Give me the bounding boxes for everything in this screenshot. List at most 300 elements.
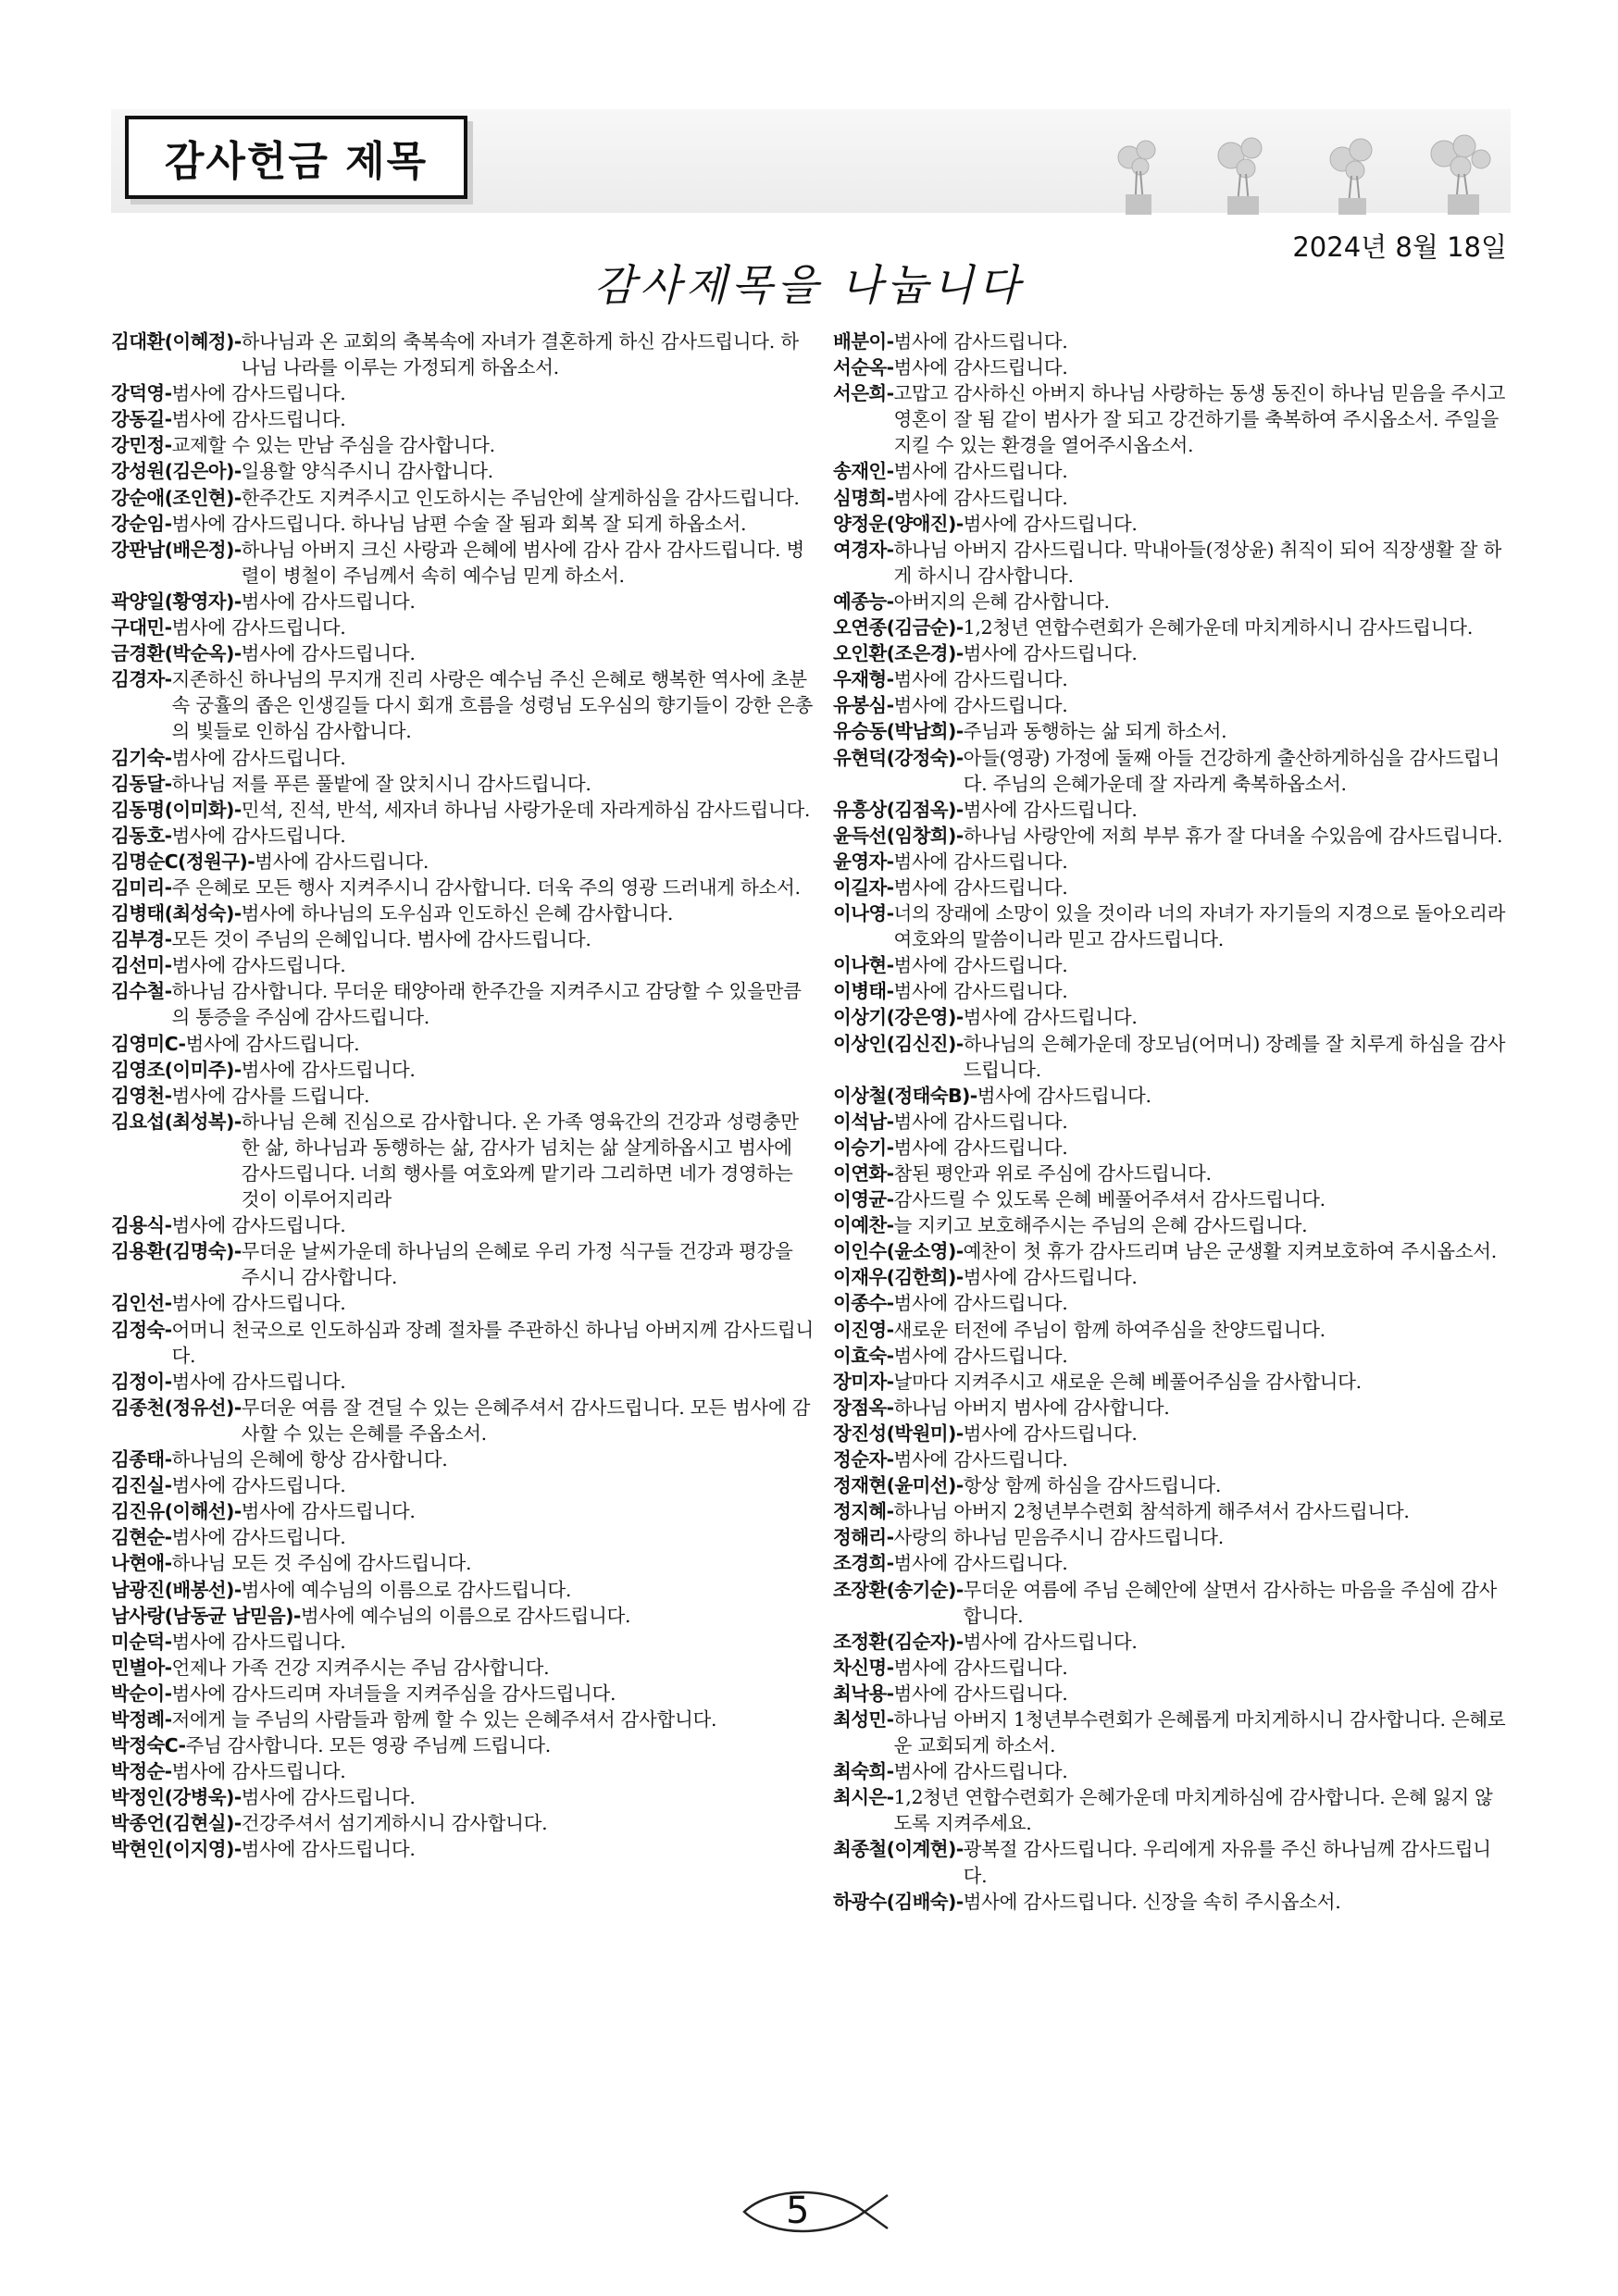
thanks-entry bbox=[833, 1421, 1509, 1446]
entry-name: 김인선- bbox=[111, 1292, 172, 1315]
entry-name: 심명희- bbox=[833, 486, 894, 509]
left-column bbox=[111, 329, 815, 1863]
entry-name: 김수철- bbox=[111, 980, 172, 1003]
entry-text: 하나님 아버지 1청년부수련회가 은혜롭게 마치게하시니 감사합니다. 은혜로운 교회되게 하소서. bbox=[893, 1707, 1506, 1757]
entry-name: 박정숙C- bbox=[111, 1734, 186, 1757]
thanks-entry bbox=[833, 1524, 1509, 1550]
entry-text: 하나님의 은혜가운데 장모님(어머니) 장례를 잘 치루게 하심을 감사드립니다. bbox=[963, 1032, 1506, 1081]
entry-text: 한주간도 지켜주시고 인도하시는 주님안에 살게하심을 감사드립니다. bbox=[241, 486, 800, 509]
entry-name: 김정숙- bbox=[111, 1318, 172, 1341]
entry-name: 남사랑(남동균 남믿음)- bbox=[111, 1604, 301, 1627]
issue-date: 2024년 8월 18일 bbox=[1292, 231, 1507, 263]
thanks-entry bbox=[833, 1498, 1509, 1524]
thanks-entry bbox=[111, 1577, 815, 1603]
entry-text: 건강주셔서 섬기게하시니 감사합니다. bbox=[241, 1812, 548, 1835]
entry-text: 범사에 감사드립니다. bbox=[171, 824, 346, 847]
entry-name: 강판남(배은정)- bbox=[111, 538, 242, 561]
thanks-entry bbox=[833, 537, 1509, 589]
entry-name: 강덕영- bbox=[111, 382, 172, 405]
thanks-entry bbox=[111, 406, 815, 432]
entry-name: 김종태- bbox=[111, 1448, 172, 1471]
entry-name: 윤영자- bbox=[833, 850, 894, 873]
entry-name: 이예찬- bbox=[833, 1214, 894, 1237]
entry-name: 민별아- bbox=[111, 1656, 172, 1679]
thanks-entry bbox=[111, 797, 815, 823]
entry-text: 하나님 저를 푸른 풀밭에 잘 앉치시니 감사드립니다. bbox=[171, 772, 591, 795]
entry-text: 범사에 감사드리며 자녀들을 지켜주심을 감사드립니다. bbox=[171, 1682, 616, 1705]
entry-text: 하나님 은혜 진심으로 감사합니다. 온 가족 영육간의 건강과 성령충만한 삶, 하나님과 동행하는 삶, 감사가 넘치는 삶 살게하옵시고 범사에 감사드립니다. 너희 행사를 여호와께 맡기라 그리하면 네가 경영하는 것이 이루어지리라 bbox=[241, 1110, 799, 1211]
thanks-entry bbox=[111, 1836, 815, 1862]
entry-text: 범사에 감사드립니다. bbox=[893, 486, 1068, 509]
thanks-entry bbox=[111, 1317, 815, 1369]
entry-text: 감사드릴 수 있도록 은혜 베풀어주셔서 감사드립니다. bbox=[893, 1188, 1326, 1211]
entry-text: 범사에 감사드립니다. bbox=[171, 1760, 346, 1783]
entry-name: 이승기- bbox=[833, 1136, 894, 1159]
entry-text: 범사에 예수님의 이름으로 감사드립니다. bbox=[241, 1578, 572, 1601]
entry-name: 서은희- bbox=[833, 382, 894, 405]
entry-text: 범사에 감사를 드립니다. bbox=[171, 1084, 370, 1107]
thanks-entry bbox=[111, 1031, 815, 1057]
entry-text: 무더운 여름 잘 견딜 수 있는 은혜주셔서 감사드립니다. 모든 범사에 감사할 수 있는 은혜를 주옵소서. bbox=[241, 1396, 811, 1445]
entry-name: 이길자- bbox=[833, 875, 894, 899]
entry-name: 박정례- bbox=[111, 1707, 172, 1731]
thanks-entry bbox=[111, 1238, 815, 1290]
entry-text: 범사에 감사드립니다. bbox=[241, 1786, 416, 1809]
entry-name: 서순옥- bbox=[833, 356, 894, 379]
entry-name: 나현애- bbox=[111, 1552, 172, 1575]
thanks-entry bbox=[833, 875, 1509, 900]
entry-text: 너의 장래에 소망이 있을 것이라 너의 자녀가 자기들의 지경으로 돌아오리라 여호와의 말씀이니라 믿고 감사드립니다. bbox=[893, 902, 1506, 951]
entry-name: 김동명(이미화)- bbox=[111, 798, 242, 821]
entry-text: 하나님 감사합니다. 무더운 태양아래 한주간을 지켜주시고 감당할 수 있을만큼의 통증을 주심에 감사드립니다. bbox=[171, 980, 802, 1029]
thanks-entry bbox=[111, 1395, 815, 1446]
thanks-entry bbox=[111, 823, 815, 849]
thanks-entry bbox=[111, 1758, 815, 1784]
entry-name: 유승동(박남희)- bbox=[833, 720, 964, 743]
thanks-entry bbox=[833, 978, 1509, 1004]
thanks-entry bbox=[833, 511, 1509, 537]
entry-text: 범사에 감사드립니다. bbox=[893, 1552, 1068, 1575]
entry-text: 범사에 예수님의 이름으로 감사드립니다. bbox=[300, 1604, 631, 1627]
entry-name: 조장환(송기순)- bbox=[833, 1578, 964, 1601]
thanks-entry bbox=[111, 329, 815, 380]
thanks-entry bbox=[111, 1706, 815, 1732]
thanks-entry bbox=[833, 354, 1509, 380]
entry-name: 정해리- bbox=[833, 1526, 894, 1549]
entry-name: 김종천(정유선)- bbox=[111, 1396, 242, 1419]
entry-name: 조경희- bbox=[833, 1552, 894, 1575]
entry-name: 오인환(조은경)- bbox=[833, 642, 964, 665]
entry-name: 장미자- bbox=[833, 1370, 894, 1393]
entry-name: 송재인- bbox=[833, 460, 894, 483]
title-box bbox=[125, 116, 467, 199]
entry-text: 범사에 감사드립니다. bbox=[241, 1500, 416, 1523]
entry-text: 하나님 아버지 감사드립니다. 막내아들(정상윤) 취직이 되어 직장생활 잘 하게 하시니 감사합니다. bbox=[893, 538, 1501, 587]
thanks-entry bbox=[833, 745, 1509, 797]
entry-name: 조정환(김순자)- bbox=[833, 1630, 964, 1653]
entry-name: 정지혜- bbox=[833, 1500, 894, 1523]
thanks-entry bbox=[833, 458, 1509, 484]
entry-text: 아들(영광) 가정에 둘째 아들 건강하게 출산하게하심을 감사드립니다. 주님의 은혜가운데 잘 자라게 축복하옵소서. bbox=[963, 746, 1500, 795]
entry-text: 범사에 감사드립니다. bbox=[893, 954, 1068, 977]
entry-name: 장진성(박원미)- bbox=[833, 1421, 964, 1445]
thanks-entry bbox=[111, 1732, 815, 1758]
thanks-entry bbox=[833, 380, 1509, 458]
entry-name: 금경환(박순옥)- bbox=[111, 642, 242, 665]
entry-name: 이나영- bbox=[833, 902, 894, 925]
entry-text: 하나님과 온 교회의 축복속에 자녀가 결혼하게 하신 감사드립니다. 하나님 나라를 이루는 가정되게 하옵소서. bbox=[241, 330, 799, 379]
thanks-entry bbox=[833, 1836, 1509, 1888]
thanks-entry bbox=[833, 1238, 1509, 1264]
entry-text: 범사에 감사드립니다. bbox=[893, 668, 1068, 691]
entry-text: 범사에 감사드립니다. bbox=[171, 408, 346, 431]
entry-text: 범사에 감사드립니다. bbox=[963, 1630, 1138, 1653]
entry-text: 범사에 감사드립니다. bbox=[893, 1136, 1068, 1159]
entry-name: 구대민- bbox=[111, 616, 172, 639]
entry-text: 범사에 하나님의 도우심과 인도하신 은혜 감사합니다. bbox=[241, 902, 674, 925]
thanks-entry bbox=[111, 1681, 815, 1706]
entry-text: 범사에 감사드립니다. bbox=[893, 1656, 1068, 1679]
flower-bouquets-icon bbox=[1092, 130, 1518, 217]
thanks-entry bbox=[111, 952, 815, 978]
entry-text: 범사에 감사드립니다. bbox=[963, 1421, 1138, 1445]
thanks-entry bbox=[833, 1889, 1509, 1915]
entry-name: 박정순- bbox=[111, 1760, 172, 1783]
thanks-entry bbox=[833, 1550, 1509, 1576]
entry-name: 김병태(최성숙)- bbox=[111, 902, 242, 925]
entry-text: 하나님 아버지 크신 사랑과 은혜에 범사에 감사 감사 감사드립니다. 병렬이 병철이 주님께서 속히 예수님 믿게 하소서. bbox=[241, 538, 804, 587]
thanks-entry bbox=[833, 1472, 1509, 1498]
entry-name: 여경자- bbox=[833, 538, 894, 561]
entry-text: 범사에 감사드립니다. bbox=[963, 642, 1138, 665]
thanks-entry bbox=[111, 875, 815, 900]
thanks-entry bbox=[833, 797, 1509, 823]
entry-name: 김영천- bbox=[111, 1084, 172, 1107]
entry-text: 범사에 감사드립니다. bbox=[893, 356, 1068, 379]
thanks-entry bbox=[833, 1629, 1509, 1655]
entry-name: 하광수(김배숙)- bbox=[833, 1890, 964, 1913]
thanks-entry bbox=[833, 1577, 1509, 1629]
entry-text: 범사에 감사드립니다. 신장을 속히 주시옵소서. bbox=[963, 1890, 1341, 1913]
thanks-entry bbox=[833, 329, 1509, 354]
entry-text: 범사에 감사드립니다. bbox=[171, 1474, 346, 1497]
entry-text: 범사에 감사드립니다. bbox=[171, 954, 346, 977]
entry-name: 이나현- bbox=[833, 954, 894, 977]
thanks-entry bbox=[111, 458, 815, 484]
thanks-entry bbox=[111, 900, 815, 926]
right-column bbox=[833, 329, 1509, 1915]
entry-text: 범사에 감사드립니다. bbox=[893, 1682, 1068, 1705]
entry-name: 김부경- bbox=[111, 928, 172, 951]
entry-name: 유현덕(강정숙)- bbox=[833, 746, 964, 769]
thanks-entry bbox=[111, 1472, 815, 1498]
entry-text: 광복절 감사드립니다. 우리에게 자유를 주신 하나님께 감사드립니다. bbox=[963, 1838, 1491, 1887]
entry-name: 강순임- bbox=[111, 512, 172, 535]
entry-text: 무더운 날씨가운데 하나님의 은혜로 우리 가정 식구들 건강과 평강을 주시니 감사합니다. bbox=[241, 1240, 793, 1289]
entry-name: 최낙용- bbox=[833, 1682, 894, 1705]
thanks-entry bbox=[833, 823, 1509, 849]
entry-text: 범사에 감사드립니다. bbox=[171, 1370, 346, 1393]
entry-text: 언제나 가족 건강 지켜주시는 주님 감사합니다. bbox=[171, 1656, 550, 1679]
entry-text: 하나님 아버지 2청년부수련회 참석하게 해주셔서 감사드립니다. bbox=[893, 1500, 1410, 1523]
page-number: 5 bbox=[786, 2190, 810, 2232]
entry-name: 김영미C- bbox=[111, 1032, 186, 1055]
entry-text: 범사에 감사드립니다. bbox=[893, 1760, 1068, 1783]
thanks-entry bbox=[111, 432, 815, 458]
entry-text: 늘 지키고 보호해주시는 주님의 은혜 감사드립니다. bbox=[893, 1214, 1308, 1237]
entry-name: 곽양일(황영자)- bbox=[111, 590, 242, 613]
entry-text: 범사에 감사드립니다. bbox=[893, 850, 1068, 873]
entry-text: 주님과 동행하는 삶 되게 하소서. bbox=[963, 720, 1227, 743]
thanks-entry bbox=[833, 1655, 1509, 1681]
thanks-entry bbox=[833, 1369, 1509, 1395]
entry-text: 범사에 감사드립니다. bbox=[963, 798, 1138, 821]
thanks-entry bbox=[833, 1160, 1509, 1186]
entry-text: 민석, 진석, 반석, 세자녀 하나님 사랑가운데 자라게하심 감사드립니다. bbox=[241, 798, 811, 821]
entry-name: 이효숙- bbox=[833, 1344, 894, 1367]
entry-name: 박순이- bbox=[111, 1682, 172, 1705]
entry-text: 범사에 감사드립니다. bbox=[963, 1266, 1138, 1289]
entry-text: 1,2청년 연합수련회가 은혜가운데 마치게하심에 감사합니다. 은혜 잃지 않도록 지켜주세요. bbox=[893, 1786, 1493, 1835]
page-title: 감사헌금 제목 bbox=[164, 138, 429, 185]
entry-name: 오연종(김금순)- bbox=[833, 616, 964, 639]
entry-name: 김명순C(정원구)- bbox=[111, 850, 255, 873]
page-number-badge bbox=[726, 2184, 892, 2240]
thanks-entry bbox=[111, 380, 815, 406]
entry-text: 하나님의 은혜에 항상 감사합니다. bbox=[171, 1448, 448, 1471]
entry-text: 어머니 천국으로 인도하심과 장례 절차를 주관하신 하나님 아버지께 감사드립니다. bbox=[171, 1318, 814, 1367]
entry-text: 범사에 감사드립니다. bbox=[893, 1344, 1068, 1367]
entry-text: 범사에 감사드립니다. bbox=[893, 980, 1068, 1003]
entry-name: 박정인(강병욱)- bbox=[111, 1786, 242, 1809]
thanks-entry bbox=[833, 1758, 1509, 1784]
entry-text: 범사에 감사드립니다. bbox=[893, 1448, 1068, 1471]
entry-text: 범사에 감사드립니다. bbox=[893, 694, 1068, 717]
thanks-entry bbox=[111, 1057, 815, 1083]
entry-text: 범사에 감사드립니다. bbox=[241, 1058, 416, 1081]
entry-text: 범사에 감사드립니다. bbox=[893, 460, 1068, 483]
thanks-entry bbox=[833, 952, 1509, 978]
entry-name: 윤득선(임창희)- bbox=[833, 824, 964, 847]
entry-text: 교제할 수 있는 만남 주심을 감사합니다. bbox=[171, 434, 495, 457]
thanks-entry bbox=[111, 1109, 815, 1212]
thanks-entry bbox=[111, 849, 815, 875]
entry-name: 김용환(김명숙)- bbox=[111, 1240, 242, 1263]
entry-name: 장점옥- bbox=[833, 1396, 894, 1419]
entry-text: 범사에 감사드립니다. 하나님 남편 수술 잘 됨과 회복 잘 되게 하옵소서. bbox=[171, 512, 747, 535]
thanks-entry bbox=[833, 1343, 1509, 1369]
entry-name: 정순자- bbox=[833, 1448, 894, 1471]
thanks-entry bbox=[833, 1706, 1509, 1758]
entry-text: 범사에 감사드립니다. bbox=[171, 746, 346, 769]
thanks-entry bbox=[111, 926, 815, 952]
entry-name: 박현인(이지영)- bbox=[111, 1838, 242, 1861]
entry-name: 이연화- bbox=[833, 1162, 894, 1185]
entry-text: 일용할 양식주시니 감사합니다. bbox=[241, 460, 493, 483]
entry-name: 김영조(이미주)- bbox=[111, 1058, 242, 1081]
entry-name: 김정이- bbox=[111, 1370, 172, 1393]
entry-text: 범사에 감사드립니다. bbox=[241, 1838, 416, 1861]
entry-text: 범사에 감사드립니다. bbox=[893, 1292, 1068, 1315]
entry-name: 김미리- bbox=[111, 875, 172, 899]
entry-text: 범사에 감사드립니다. bbox=[171, 1630, 346, 1653]
entry-text: 항상 함께 하심을 감사드립니다. bbox=[963, 1474, 1222, 1497]
entry-text: 하나님 아버지 범사에 감사합니다. bbox=[893, 1396, 1170, 1419]
thanks-entry bbox=[833, 1784, 1509, 1836]
thanks-entry bbox=[111, 1446, 815, 1472]
thanks-entry bbox=[833, 1264, 1509, 1290]
entry-text: 날마다 지켜주시고 새로운 은혜 베풀어주심을 감사합니다. bbox=[893, 1370, 1362, 1393]
entry-text: 범사에 감사드립니다. bbox=[963, 512, 1138, 535]
thanks-entry bbox=[833, 1083, 1509, 1109]
entry-text: 범사에 감사드립니다. bbox=[171, 1292, 346, 1315]
thanks-entry bbox=[833, 614, 1509, 640]
entry-text: 저에게 늘 주님의 사람들과 함께 할 수 있는 은혜주셔서 감사합니다. bbox=[171, 1707, 717, 1731]
entry-name: 이상철(정태숙B)- bbox=[833, 1084, 977, 1107]
thanks-entry bbox=[111, 1212, 815, 1238]
entry-text: 아버지의 은혜 감사합니다. bbox=[893, 590, 1110, 613]
thanks-entry bbox=[833, 640, 1509, 666]
entry-text: 사랑의 하나님 믿음주시니 감사드립니다. bbox=[893, 1526, 1224, 1549]
entry-text: 범사에 감사드립니다. bbox=[963, 1006, 1138, 1029]
thanks-entry bbox=[111, 1498, 815, 1524]
thanks-entry bbox=[833, 666, 1509, 692]
entry-name: 정재현(윤미선)- bbox=[833, 1474, 964, 1497]
entry-name: 김요섭(최성복)- bbox=[111, 1110, 242, 1133]
entry-text: 범사에 감사드립니다. bbox=[893, 1110, 1068, 1133]
thanks-entry bbox=[833, 1317, 1509, 1343]
entry-text: 범사에 감사드립니다. bbox=[255, 850, 429, 873]
entry-name: 최숙희- bbox=[833, 1760, 894, 1783]
thanks-entry bbox=[111, 511, 815, 537]
thanks-entry bbox=[833, 485, 1509, 511]
entry-name: 김용식- bbox=[111, 1214, 172, 1237]
entry-text: 하나님 모든 것 주심에 감사드립니다. bbox=[171, 1552, 472, 1575]
thanks-entry bbox=[833, 1004, 1509, 1030]
entry-name: 이영균- bbox=[833, 1188, 894, 1211]
entry-text: 범사에 감사드립니다. bbox=[171, 616, 346, 639]
entry-name: 강민정- bbox=[111, 434, 172, 457]
entry-name: 차신명- bbox=[833, 1656, 894, 1679]
entry-text: 범사에 감사드립니다. bbox=[171, 1526, 346, 1549]
thanks-entry bbox=[111, 1083, 815, 1109]
entry-text: 주 은혜로 모든 행사 지켜주시니 감사합니다. 더욱 주의 영광 드러내게 하소서. bbox=[171, 875, 801, 899]
entry-name: 최종철(이계현)- bbox=[833, 1838, 964, 1861]
thanks-entry bbox=[111, 614, 815, 640]
entry-name: 김진유(이해선)- bbox=[111, 1500, 242, 1523]
thanks-entry bbox=[833, 1446, 1509, 1472]
entry-name: 박종언(김현실)- bbox=[111, 1812, 242, 1835]
thanks-entry bbox=[111, 1369, 815, 1395]
entry-text: 하나님 사랑안에 저희 부부 휴가 잘 다녀올 수있음에 감사드립니다. bbox=[963, 824, 1503, 847]
entry-text: 새로운 터전에 주님이 함께 하여주심을 찬양드립니다. bbox=[893, 1318, 1326, 1341]
entry-text: 예찬이 첫 휴가 감사드리며 남은 군생활 지켜보호하여 주시옵소서. bbox=[963, 1240, 1497, 1263]
entry-text: 범사에 감사드립니다. bbox=[893, 330, 1068, 353]
entry-text: 범사에 감사드립니다. bbox=[893, 875, 1068, 899]
entry-name: 김진실- bbox=[111, 1474, 172, 1497]
thanks-entry bbox=[833, 1031, 1509, 1083]
thanks-entry bbox=[833, 849, 1509, 875]
section-subtitle: 감사제목을 나눕니다 bbox=[593, 260, 1025, 310]
entry-text: 범사에 감사드립니다. bbox=[185, 1032, 360, 1055]
thanks-entry bbox=[111, 771, 815, 797]
entry-text: 무더운 여름에 주님 은혜안에 살면서 감사하는 마음을 주심에 감사합니다. bbox=[963, 1578, 1497, 1627]
entry-text: 1,2청년 연합수련회가 은혜가운데 마치게하시니 감사드립니다. bbox=[963, 616, 1474, 639]
thanks-entry bbox=[111, 1550, 815, 1576]
thanks-entry bbox=[833, 1186, 1509, 1212]
entry-name: 김기숙- bbox=[111, 746, 172, 769]
entry-name: 강동길- bbox=[111, 408, 172, 431]
entry-name: 배분이- bbox=[833, 330, 894, 353]
entry-name: 김선미- bbox=[111, 954, 172, 977]
entry-name: 유흥상(김점옥)- bbox=[833, 798, 964, 821]
entry-text: 지존하신 하나님의 무지개 진리 사랑은 예수님 주신 은혜로 행복한 역사에 초분속 궁휼의 좁은 인생길들 다시 회개 흐름을 성령님 도우심의 향기들이 강한 은총의 빛들로 인하심 감사합니다. bbox=[171, 668, 814, 743]
entry-name: 이상인(김신진)- bbox=[833, 1032, 964, 1055]
thanks-entry bbox=[111, 640, 815, 666]
entry-name: 이상기(강은영)- bbox=[833, 1006, 964, 1029]
entry-name: 남광진(배봉선)- bbox=[111, 1578, 242, 1601]
entry-text: 주님 감사합니다. 모든 영광 주님께 드립니다. bbox=[185, 1734, 552, 1757]
entry-name: 김대환(이혜정)- bbox=[111, 330, 242, 353]
entry-name: 김동달- bbox=[111, 772, 172, 795]
entry-name: 강성원(김은아)- bbox=[111, 460, 242, 483]
entry-name: 예종능- bbox=[833, 590, 894, 613]
entry-name: 이인수(윤소영)- bbox=[833, 1240, 964, 1263]
thanks-entry bbox=[111, 745, 815, 771]
entry-name: 이재우(김한희)- bbox=[833, 1266, 964, 1289]
thanks-entry bbox=[833, 1135, 1509, 1160]
thanks-entry bbox=[111, 1810, 815, 1836]
thanks-entry bbox=[111, 1784, 815, 1810]
thanks-entry bbox=[833, 1212, 1509, 1238]
entry-text: 범사에 감사드립니다. bbox=[171, 382, 346, 405]
thanks-entry bbox=[111, 1655, 815, 1681]
thanks-entry bbox=[111, 589, 815, 614]
thanks-entry bbox=[833, 589, 1509, 614]
thanks-entry bbox=[111, 1524, 815, 1550]
entry-name: 이종수- bbox=[833, 1292, 894, 1315]
thanks-entry bbox=[111, 978, 815, 1030]
thanks-entry bbox=[111, 1290, 815, 1316]
entry-name: 유봉심- bbox=[833, 694, 894, 717]
entry-text: 고맙고 감사하신 아버지 하나님 사랑하는 동생 동진이 하나님 믿음을 주시고 영혼이 잘 됨 같이 범사가 잘 되고 강건하기를 축복하여 주시옵소서. 주일을 지킬 수 있는 환경을 열어주시옵소서. bbox=[893, 382, 1506, 457]
thanks-entry bbox=[111, 666, 815, 744]
thanks-entry bbox=[833, 1395, 1509, 1421]
entry-name: 강순애(조인현)- bbox=[111, 486, 242, 509]
entry-name: 김경자- bbox=[111, 668, 172, 691]
thanks-entry bbox=[833, 1681, 1509, 1706]
entry-text: 범사에 감사드립니다. bbox=[171, 1214, 346, 1237]
entry-name: 이진영- bbox=[833, 1318, 894, 1341]
entry-text: 참된 평안과 위로 주심에 감사드립니다. bbox=[893, 1162, 1212, 1185]
entry-name: 김현순- bbox=[111, 1526, 172, 1549]
entry-name: 최성민- bbox=[833, 1707, 894, 1731]
entry-text: 범사에 감사드립니다. bbox=[241, 642, 416, 665]
entry-name: 양정운(양애진)- bbox=[833, 512, 964, 535]
thanks-entry bbox=[833, 1109, 1509, 1135]
thanks-entry bbox=[111, 1603, 815, 1629]
entry-name: 미순덕- bbox=[111, 1630, 172, 1653]
entry-name: 우재형- bbox=[833, 668, 894, 691]
thanks-entry bbox=[833, 900, 1509, 952]
thanks-entry bbox=[833, 718, 1509, 744]
thanks-entry bbox=[111, 485, 815, 511]
entry-name: 이병태- bbox=[833, 980, 894, 1003]
entry-text: 범사에 감사드립니다. bbox=[977, 1084, 1151, 1107]
entry-text: 범사에 감사드립니다. bbox=[241, 590, 416, 613]
thanks-entry bbox=[111, 1629, 815, 1655]
entry-name: 김동호- bbox=[111, 824, 172, 847]
